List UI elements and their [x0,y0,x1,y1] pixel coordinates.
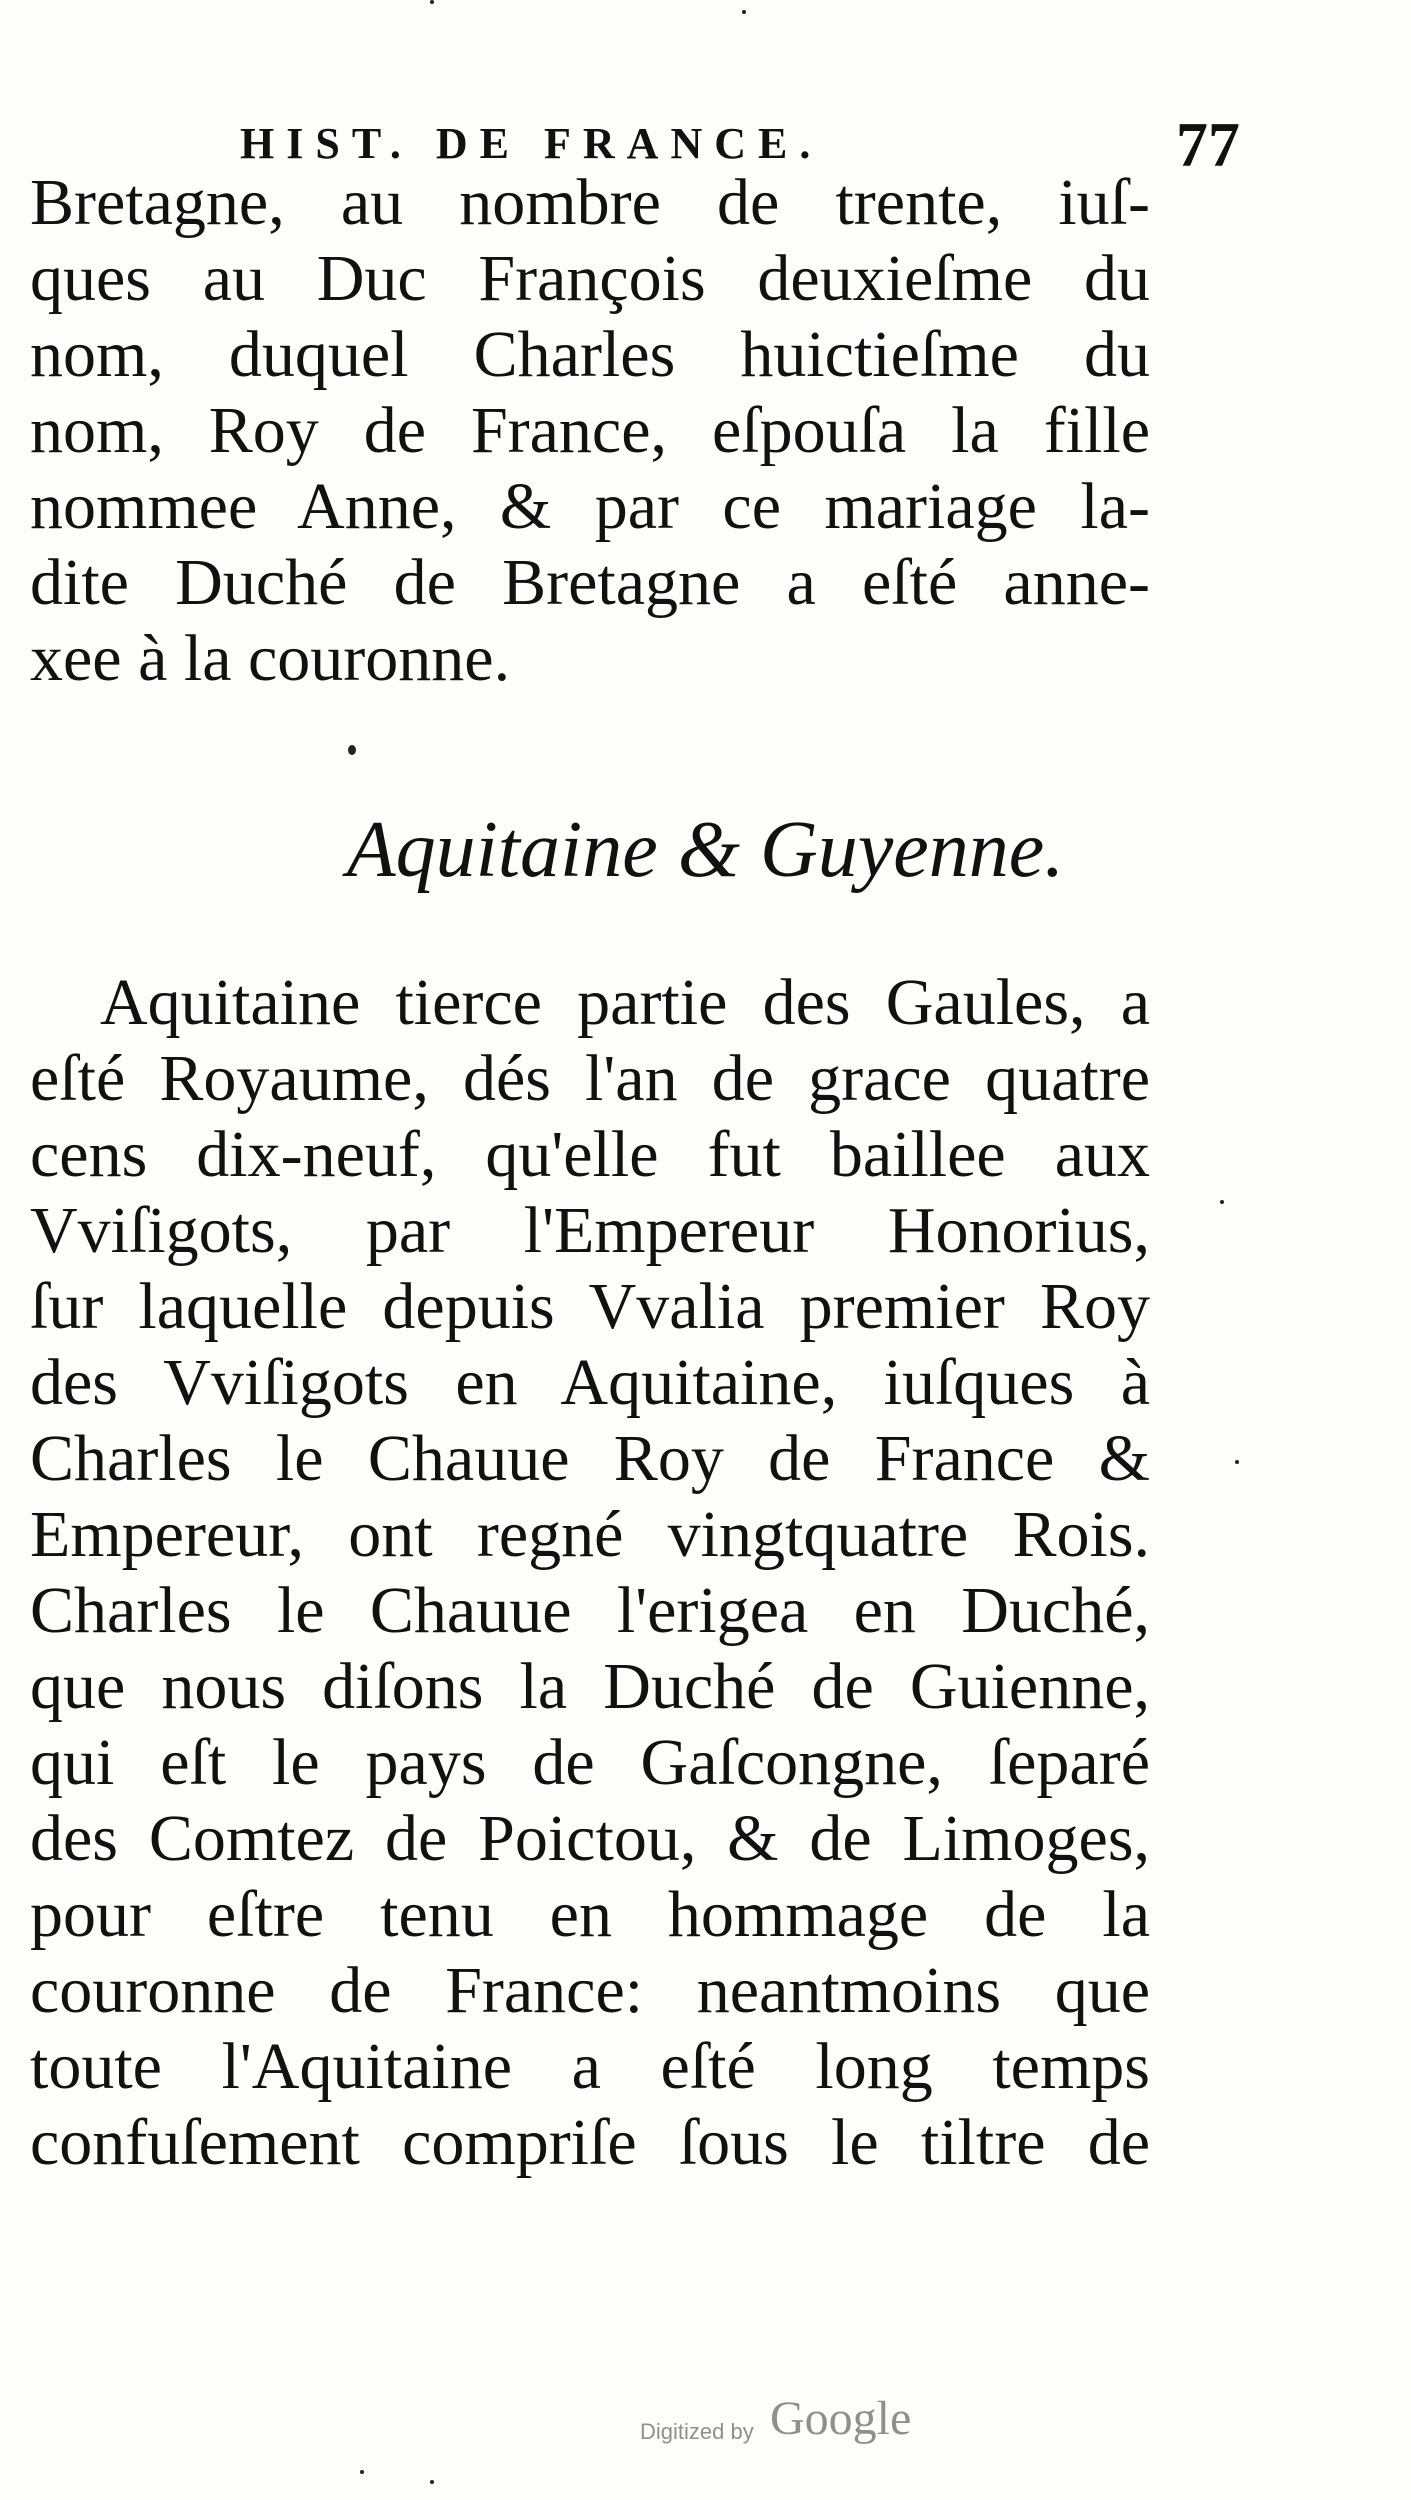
text-line: ſur laquelle depuis Vvalia premier Roy [30,1270,1150,1343]
text-line: eſté Royaume, dés l'an de grace quatre [30,1042,1150,1115]
text-line: nommee Anne, & par ce mariage la- [30,470,1150,543]
ink-speck [360,2470,364,2474]
text-line: Bretagne, au nombre de trente, iuſ- [30,166,1150,239]
running-title: HIST. DE FRANCE. [240,119,823,168]
ink-speck [430,2480,434,2484]
section-heading: Aquitaine & Guyenne. [346,806,1065,894]
watermark-prefix: Digitized by [640,2419,754,2444]
text-line: couronne de France: neantmoins que [30,1954,1150,2027]
text-line: pour eſtre tenu en hommage de la [30,1878,1150,1951]
text-line: ques au Duc François deuxieſme du [30,242,1150,315]
text-line: Charles le Chauue l'erigea en Duché, [30,1574,1150,1647]
text-line: nom, duquel Charles huictieſme du [30,318,1150,391]
text-line: xee à la couronne. [30,622,511,695]
text-line: Empereur, ont regné vingtquatre Rois. [30,1498,1150,1571]
digitized-watermark [640,2385,940,2455]
text-line: cens dix-neuf, qu'elle fut baillee aux [30,1118,1150,1191]
ink-speck [1235,1460,1239,1464]
text-line: confuſement compriſe ſous le tiltre de [30,2106,1150,2179]
text-line: nom, Roy de France, eſpouſa la fille [30,394,1150,467]
text-line: dite Duché de Bretagne a eſté anne- [30,546,1150,619]
text-line: Vviſigots, par l'Empereur Honorius, [30,1194,1150,1267]
text-line: des Vviſigots en Aquitaine, iuſques à [30,1346,1150,1419]
text-line: des Comtez de Poictou, & de Limoges, [30,1802,1150,1875]
page-number: 77 [1176,109,1240,180]
ink-speck [430,0,434,4]
watermark-brand: Google [770,2392,912,2445]
text-line: Aquitaine tierce partie des Gaules, a [100,966,1150,1039]
text-line: que nous diſons la Duché de Guienne, [30,1650,1150,1723]
text-line: Charles le Chauue Roy de France & [30,1422,1150,1495]
paragraph-aquitaine [30,965,1150,2181]
ink-speck [1220,1200,1224,1204]
paragraph-bretagne [30,165,1150,697]
text-line: toute l'Aquitaine a eſté long temps [30,2030,1150,2103]
ink-speck [742,10,746,14]
ink-speck [348,745,356,755]
text-line: qui eſt le pays de Gaſcongne, ſeparé [30,1726,1150,1799]
